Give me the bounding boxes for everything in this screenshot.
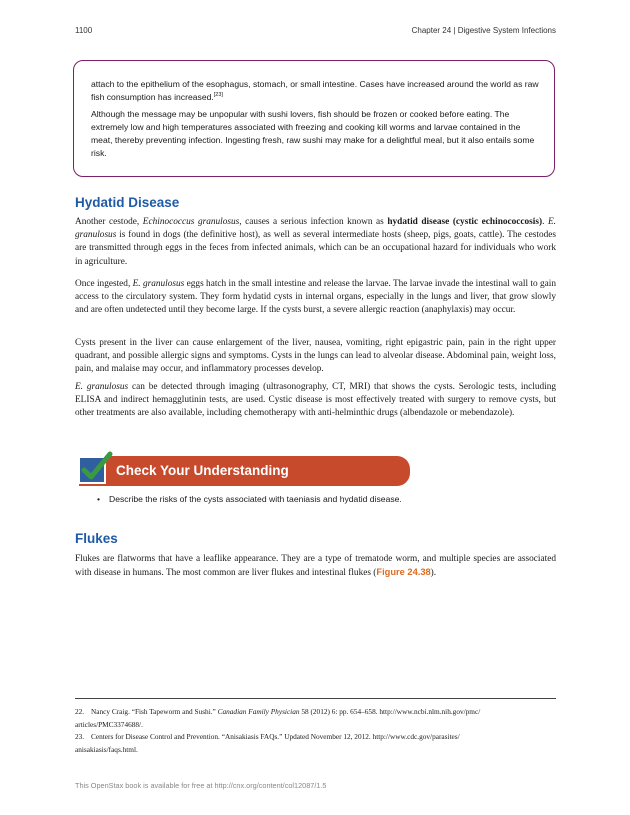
footnote-23: 23. Centers for Disease Control and Prevention. “Anisakiasis FAQs.” Updated November 12, 2012. http://www.cdc.gov/parasites/ anisakiasis/faqs.html. xyxy=(75,732,460,754)
footnote-ref-23[interactable]: [23] xyxy=(213,91,223,98)
footnote-divider xyxy=(75,698,556,699)
callout-box xyxy=(73,60,555,177)
hydatid-heading: Hydatid Disease xyxy=(75,195,180,210)
hydatid-paragraph-2: Once ingested, E. granulosus eggs hatch in the small intestine and release the larvae. The larvae invade the intestinal wall to gain access to the circulatory system. They form hydatid cysts in internal organs, especially in the lungs and liver, that grow slowly and are often undetected until they become large. If the cysts burst, a severe allergic reaction (anaphylaxis) may occur. xyxy=(75,279,557,316)
callout-paragraph-1: attach to the epithelium of the esophagus, stomach, or small intestine. Cases have increased around the world as raw fish consumption has increased.[23] xyxy=(91,79,539,102)
footnote-22: 22. Nancy Craig. “Fish Tapeworm and Sushi.” Canadian Family Physician 58 (2012) 6: pp. 654–658. http://www.ncbi.nlm.nih.gov/pmc/ articles/PMC3374688/. xyxy=(75,707,481,729)
check-understanding-bullet: • Describe the risks of the cysts associated with taeniasis and hydatid disease. xyxy=(97,494,402,504)
hydatid-paragraph-1: Another cestode, Echinococcus granulosus, causes a serious infection known as hydatid disease (cystic echinococcosis). E. granulosus is found in dogs (the definitive host), as well as several intermediate hosts (sheep, pigs, goats, cattle). The cestodes are transmitted through eggs in the feces from infected animals, which can be an occupational hazard for individuals who work in agriculture. xyxy=(75,217,557,267)
flukes-paragraph: Flukes are flatworms that have a leaflike appearance. They are a type of trematode worm, and multiple species are associated with disease in humans. The most common are liver flukes and intestinal flukes (Figure 24.38). xyxy=(75,554,556,579)
page-number: 1100 xyxy=(75,26,93,35)
page-footer: This OpenStax book is available for free at http://cnx.org/content/col12087/1.5 xyxy=(75,781,327,790)
callout-paragraph-2: Although the message may be unpopular with sushi lovers, fish should be frozen or cooked before eating. The extremely low and high temperatures associated with freezing and cooking kill worms and larvae contained in the meat, thereby preventing infection. Ingesting fresh, raw sushi may make for a delightful meal, but it also entails some risk. xyxy=(91,109,535,158)
flukes-heading: Flukes xyxy=(75,531,118,546)
check-understanding-title: Check Your Understanding xyxy=(116,463,289,478)
checkbox-check-icon xyxy=(77,451,113,487)
hydatid-paragraph-3: Cysts present in the liver can cause enlargement of the liver, nausea, vomiting, right epigastric pain, pain in the right upper quadrant, and possible allergic signs and symptoms. Cysts in the lungs can lead to alveolar disease. Abdominal pain, weight loss, pain, and malaise may occur, and inflammatory processes develop. xyxy=(75,338,556,375)
bullet-dot: • xyxy=(97,494,101,504)
chapter-header: Chapter 24 | Digestive System Infections xyxy=(411,26,556,35)
hydatid-paragraph-4: E. granulosus can be detected through imaging (ultrasonography, CT, MRI) that shows the cysts. Serologic tests, including ELISA and indirect hemagglutinin tests, are used. Cystic disease is most effectively treated with surgery to remove cysts, but other treatments are also available, including chemotherapy with anti-helminthic drugs (albendazole or mebendazole). xyxy=(75,382,556,419)
figure-link[interactable]: Figure 24.38 xyxy=(376,567,431,578)
